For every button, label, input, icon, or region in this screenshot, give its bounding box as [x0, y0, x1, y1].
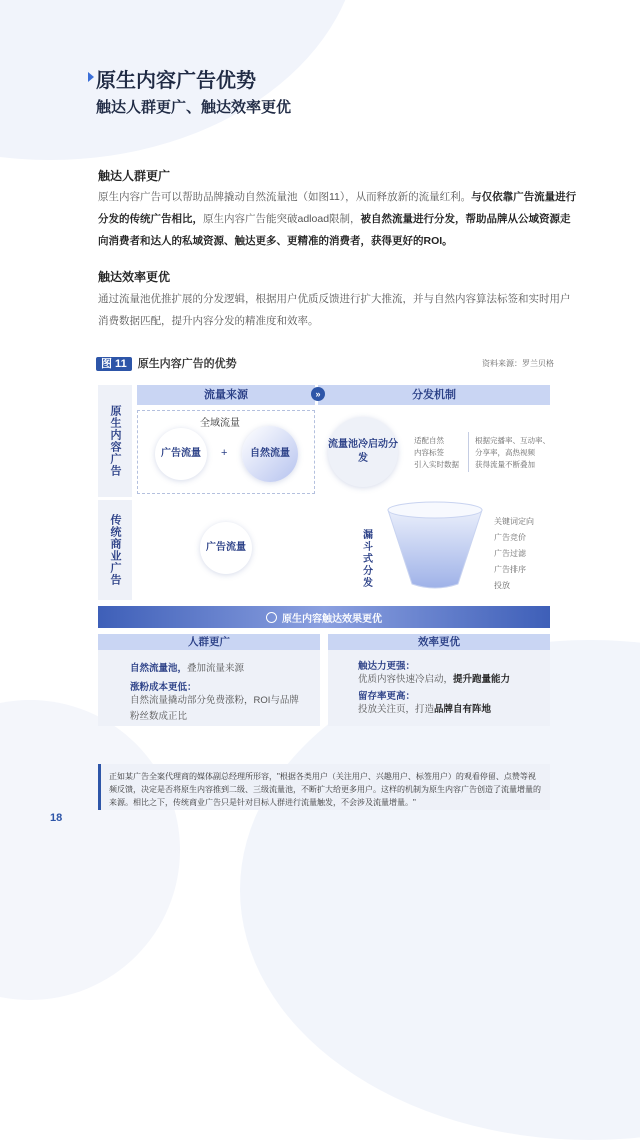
match-line: 引入实时数据: [414, 460, 459, 469]
match-line: 内容标签: [414, 448, 444, 457]
para-bold: 被自然流量进行分发，帮助品牌从公域资源走向消费者和达人的私域资源、触达更多、更精准的消费者，获得更好的ROI。: [98, 213, 571, 247]
effect-banner-label: 原生内容触达效果更优: [282, 613, 382, 625]
panel-point-bold: 提升跑量能力: [453, 674, 511, 685]
funnel-step: 投放: [494, 581, 510, 590]
para-text: 原生内容广告能突破adload限制，: [203, 213, 361, 225]
page-title: 原生内容广告优势: [96, 70, 256, 92]
section-heading-reach: 触达人群更广: [98, 169, 171, 183]
effect-banner: [98, 606, 550, 628]
natural-traffic-circle: 自然流量: [242, 426, 298, 482]
panel-point-text: 投放关注页，打造: [358, 704, 435, 715]
figure-number: 图 11: [96, 357, 132, 371]
section-heading-efficiency: 触达效率更优: [98, 270, 171, 284]
background-arc-bottom-left: [0, 700, 180, 1000]
funnel-step: 关键词定向: [494, 517, 534, 526]
quote-box: 正如某广告全案代理商的媒体副总经理所形容，"根据各类用户（关注用户、兴趣用户、标签用户）的观看停留、点赞等视频反馈，决定是否将原生内容推到二级、三级流量池，不断扩大给更多用户。这样的机制为原生内容广告创造了流量增量的来源。相比之下，传统商业广告只是针对目标人群进行流量触发，不会涉及流量增量。": [98, 764, 550, 810]
para-bold: 与仅依靠广告流量进行分发的传统广告相比，: [98, 191, 577, 225]
section-paragraph-efficiency: 通过流量池优推扩展的分发逻辑，根据用户优质反馈进行扩大推流，并与自然内容算法标签和实时用户消费数据匹配，提升内容分发的精准度和效率。: [98, 293, 571, 327]
row-label-traditional-ad: 传统商业广告: [98, 500, 132, 600]
figure-caption: [96, 355, 237, 371]
panel-point-bold: 品牌自有阵地: [434, 704, 492, 715]
funnel-step: 广告过滤: [494, 549, 526, 558]
panel-broader-reach: [98, 634, 320, 726]
figure-source: 资料来源：罗兰贝格: [482, 359, 554, 368]
ad-traffic-circle: 广告流量: [155, 428, 207, 480]
funnel-label: 漏斗式分发: [363, 530, 373, 589]
section-paragraph-reach: [98, 186, 578, 252]
title-marker-icon: [88, 72, 94, 82]
separator-line: [468, 432, 469, 472]
full-domain-label: 全域流量: [200, 418, 240, 429]
panel-point-title: 涨粉成本更低：: [130, 682, 197, 693]
column-header-distribution: 分发机制: [318, 385, 550, 405]
funnel-step: 广告排序: [494, 565, 526, 574]
panel-better-efficiency: [328, 634, 550, 726]
feedback-line: 根据完播率、互动率、: [475, 436, 550, 445]
panel-point-title: 自然流量池，: [130, 663, 188, 674]
panel-point-title: 留存率更高：: [358, 691, 416, 702]
plus-sign: +: [221, 447, 228, 459]
match-tags-text: [414, 435, 474, 471]
match-line: 适配自然: [414, 436, 444, 445]
ad-traffic-circle-traditional: 广告流量: [200, 522, 252, 574]
panel-point-text: 优质内容快速冷启动，: [358, 674, 454, 685]
column-header-traffic-source: 流量来源: [137, 385, 315, 405]
para-text: 原生内容广告可以帮助品牌撬动自然流量池（如图11），从而释放新的流量红利。: [98, 191, 472, 203]
double-chevron-right-icon: »: [311, 387, 325, 401]
funnel-steps: [494, 514, 534, 594]
panel-header-broader-reach: 人群更广: [98, 634, 320, 650]
panel-point-text: 自然流量撬动部分免费涨粉，ROI与品牌粉丝数成正比: [130, 695, 299, 722]
target-icon: [266, 612, 277, 623]
feedback-text: [475, 435, 555, 471]
page-subtitle: 触达人群更广、触达效率更优: [96, 99, 292, 116]
figure-title: 原生内容广告的优势: [137, 358, 237, 370]
funnel-step: 广告竞价: [494, 533, 526, 542]
pool-cold-start-circle: 流量池冷启动分发: [328, 417, 398, 487]
row-label-native-ad: 原生内容广告: [98, 385, 132, 497]
feedback-line: 分享率，高热视频: [475, 448, 535, 457]
panel-point-title: 触达力更强：: [358, 661, 416, 672]
funnel-graphic: [380, 498, 490, 594]
panel-header-better-efficiency: 效率更优: [328, 634, 550, 650]
page-number: 18: [50, 812, 63, 824]
feedback-line: 获得流量不断叠加: [475, 460, 535, 469]
panel-point-text: 叠加流量来源: [187, 663, 245, 674]
